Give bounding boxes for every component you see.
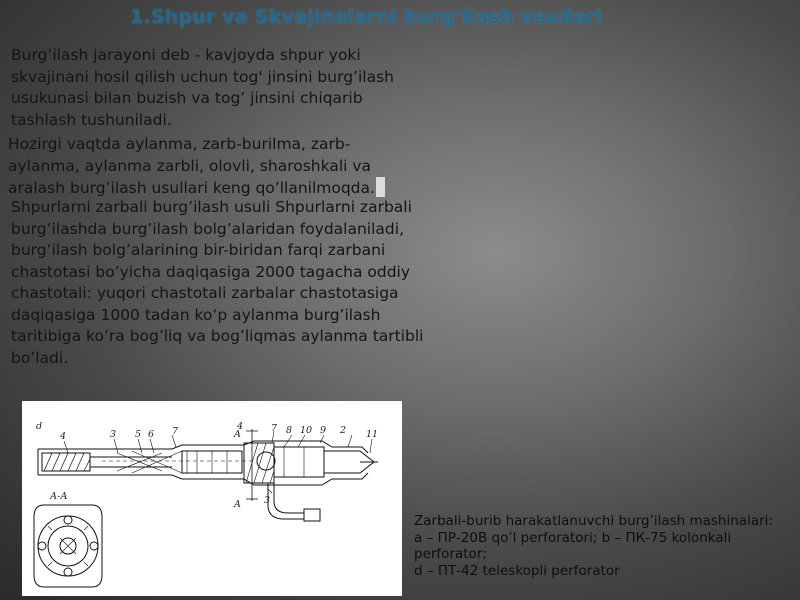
figure-label-3: 3 [110,429,117,440]
paragraph-definition: Burg’ilash jarayoni deb - kavjoyda shpur yoki skvajinani hosil qilish uchun tog' jinsini burg’ilash usukunasi bilan buzish va tog’ jinsini chiqarib tashlash tushuniladi. [11,46,394,129]
figure-label-10: 10 [300,425,313,436]
figure-label-a-top: A [234,429,241,440]
figure-label-4-right: 4 [237,421,244,432]
figure-label-6: 6 [148,429,155,440]
text-cursor [376,177,385,197]
figure-label-8: 8 [286,425,293,436]
figure-label-section: А-А [50,491,68,502]
perforator-figure [22,401,402,596]
paragraph-methods-text: Hozirgi vaqtda aylanma, zarb-burilma, zarb- aylanma, aylanma zarbli, olovli, sharoshkali va aralash burg’ilash usullari keng qo’llanilmoqda. [8,135,375,197]
figure-label-2: 2 [340,425,347,436]
figure-label-9: 9 [320,425,327,436]
caption-line-1: Zarbali-burib harakatlanuvchi burg’ilash mashinalari: [414,513,773,529]
figure-label-4: 4 [60,431,67,442]
figure-label-d: d [36,421,43,432]
figure-label-11: 11 [366,429,379,440]
perforator-drawing [22,401,402,596]
slide-title: 1.Shpur va Skvajinalarni burg‘ilash usullari [130,6,603,28]
paragraph-percussive: Shpurlarni zarbali burg’ilash usuli Shpurlarni zarbali burg’ilashda burg’ilash bolg’alaridan foydalaniladi, burg’ilash bolg’alarining bir-biridan farqi zarbani chastotasi bo’yicha daqiqasiga 2000 tagacha oddiy chastotali: yuqori chastotali zarbalar chastotasiga daqiqasiga 1000 tadan ko‘p aylanma burg’ilash taritibiga ko’ra bog’liq va bog’liqmas aylanma tartibli bo’ladi. [11,198,424,367]
figure-label-5: 5 [135,429,142,440]
caption-line-3: d – ПТ-42 teleskopli perforator [414,562,620,579]
caption-line-2: a – ПР-20В qo’l perforatori; b – ПК-75 kolonkali perforator; [414,529,732,562]
figure-label-a-bottom: A [234,499,241,510]
figure-label-7: 7 [172,426,179,437]
paragraph-methods [8,134,428,200]
figure-label-7-right: 7 [271,423,278,434]
figure-label-3-bottom: 3 [264,495,271,506]
figure-caption [414,513,794,600]
